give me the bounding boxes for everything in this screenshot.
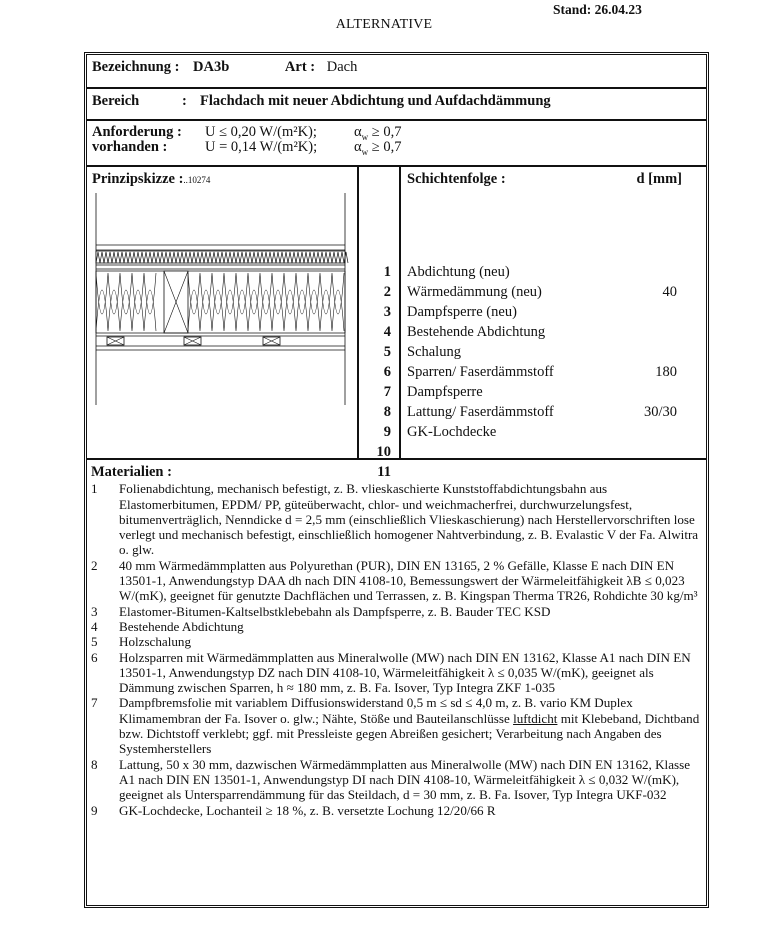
material-item: 5 Holzschalung bbox=[91, 634, 191, 650]
stand-date: Stand: 26.04.23 bbox=[553, 2, 642, 17]
art-label: Art : bbox=[284, 59, 316, 75]
schichtenfolge-panel bbox=[399, 165, 704, 458]
vorhanden-alpha: $\alpha_w \ge 0,7$ bbox=[354, 139, 402, 157]
prinzipskizze-code: ..10274 bbox=[183, 175, 211, 185]
material-item: 4 Bestehende Abdichtung bbox=[91, 618, 244, 634]
layer-number: 8 bbox=[383, 404, 391, 420]
layer-number: 1 bbox=[383, 264, 391, 280]
layer-row: Bestehende Abdichtung bbox=[407, 324, 546, 340]
layer-row: Schalung bbox=[407, 344, 461, 360]
layer-number-column bbox=[357, 165, 399, 480]
bereich-row bbox=[87, 93, 706, 119]
bereich-colon: : bbox=[182, 93, 187, 109]
schichtenfolge-header: Schichtenfolge : bbox=[407, 171, 506, 187]
layer-number: 9 bbox=[383, 424, 391, 440]
materialien-title: Materialien : bbox=[91, 464, 172, 480]
anforderung-alpha: $\alpha_w \ge 0,7$ bbox=[354, 124, 402, 142]
prinzipskizze-panel bbox=[87, 165, 357, 458]
divider bbox=[87, 87, 706, 89]
anforderung-row bbox=[87, 125, 706, 165]
layer-number: 10 bbox=[376, 444, 391, 460]
thickness-header: d [mm] bbox=[636, 171, 682, 187]
anforderung-u: U ≤ 0,20 W/(m²K); bbox=[205, 124, 317, 140]
datasheet-frame bbox=[84, 52, 709, 908]
layer-number: 5 bbox=[383, 344, 391, 360]
layer-number: 7 bbox=[383, 384, 391, 400]
material-item: 7 Dampfbremsfolie mit variablem Diffusionswiderstand 0,5 m ≤ sd ≤ 4,0 m, z. B. vario KM Duplex Klimamembran der Fa. Isover o. glw.; Nähte, Stöße und Bauteilanschlüsse luftdicht mit Klebeband, Dichtband bzw. Dichtstoff verklebt; ggf. mit Pressleiste gegen Abreißen gesichert; Verarbeitung nach Angaben des Systemherstellers bbox=[91, 695, 700, 757]
material-item: 9 GK-Lochdecke, Lochanteil ≥ 18 %, z. B. versetzte Lochung 12/20/66 R bbox=[91, 802, 496, 818]
alternative-heading: ALTERNATIVE bbox=[335, 17, 433, 32]
layer-row: Wärmedämmung (neu) 40 bbox=[407, 284, 677, 300]
bereich-value: Flachdach mit neuer Abdichtung und Aufdachdämmung bbox=[200, 93, 551, 109]
layer-number: 4 bbox=[383, 324, 391, 340]
bereich-label: Bereich bbox=[92, 93, 140, 109]
prinzipskizze-label: Prinzipskizze : bbox=[92, 171, 184, 187]
layer-row: GK-Lochdecke bbox=[407, 424, 497, 440]
anforderung-label: Anforderung : bbox=[92, 124, 182, 140]
material-item: 8 Lattung, 50 x 30 mm, dazwischen Wärmedämmplatten aus Mineralwolle (MW) nach DIN EN 13162, Klasse A1 nach DIN EN 13501-1, Anwendungstyp DI nach DIN 4108-10, Wärmeleitfähigkeit λ ≤ 0,032 W/(mK), geeignet als Untersparrendämmung für das Steildach, d = 30 mm, z. B. Fa. Isover, Typ Integra UKF-032 bbox=[91, 756, 691, 803]
divider bbox=[87, 458, 706, 460]
materialien-section bbox=[87, 465, 706, 905]
layer-number: 11 bbox=[377, 464, 391, 480]
layer-row: Lattung/ Faserdämmstoff 30/30 bbox=[407, 404, 677, 420]
layer-row: Abdichtung (neu) bbox=[407, 264, 510, 280]
art-value: Dach bbox=[326, 59, 358, 75]
material-item: 1 Folienabdichtung, mechanisch befestigt, z. B. vlieskaschierte Kunststoffabdichtungsbahn aus Elastomerbitumen, EPDM/ PP, güteüberwacht, chlor- und weichmacherfrei, durchwurzelungsfest, bitumenverträglich, Nenndicke d = 2,5 mm (einschließlich Vlieskaschierung) nach Herstellervorschriften lose verlegt und mechanisch befestigt, einschließlich homogener Nahtverbindung, z. B. Evalastic V der Fa. Alwitra o. glw. bbox=[91, 481, 699, 558]
layer-row: Dampfsperre (neu) bbox=[407, 304, 517, 320]
vorhanden-u: U = 0,14 W/(m²K); bbox=[205, 139, 318, 155]
divider bbox=[87, 119, 706, 121]
bezeichnung-value: DA3b bbox=[193, 59, 230, 75]
material-item: 3 Elastomer-Bitumen-Kaltselbstklebebahn als Dampfsperre, z. B. Bauder TEC KSD bbox=[91, 603, 551, 619]
bezeichnung-row bbox=[87, 59, 706, 87]
bezeichnung-label: Bezeichnung : bbox=[92, 59, 180, 75]
material-item: 6 Holzsparren mit Wärmedämmplatten aus Mineralwolle (MW) nach DIN EN 13162, Klasse A1 nach DIN EN 13501-1, Anwendungstyp DZ nach DIN 4108-10, Wärmeleitfähigkeit λ ≤ 0,035 W/(mK), geeignet als Dämmung zwischen Sparren, h ≈ 180 mm, z. B. Fa. Isover, Typ Integra ZKF 1-035 bbox=[91, 649, 691, 696]
layer-row: Dampfsperre bbox=[407, 384, 483, 400]
layer-row: Sparren/ Faserdämmstoff 180 bbox=[407, 364, 677, 380]
layer-number: 6 bbox=[383, 364, 391, 380]
layer-number: 2 bbox=[383, 284, 391, 300]
roof-section-sketch bbox=[87, 165, 357, 458]
vorhanden-label: vorhanden : bbox=[92, 139, 168, 155]
material-item: 2 40 mm Wärmedämmplatten aus Polyurethan (PUR), DIN EN 13165, 2 % Gefälle, Klasse E nach DIN EN 13501-1, Anwendungstyp DAA dh nach DIN 4108-10, Bemessungswert der Wärmeleitfähigkeit λB ≤ 0,023 W/(mK), geeignet für genutzte Dachflächen und Terrassen, z. B. Kingspan Therma TR26, Rohdichte 30 kg/m³ bbox=[91, 557, 698, 604]
layer-number: 3 bbox=[383, 304, 391, 320]
